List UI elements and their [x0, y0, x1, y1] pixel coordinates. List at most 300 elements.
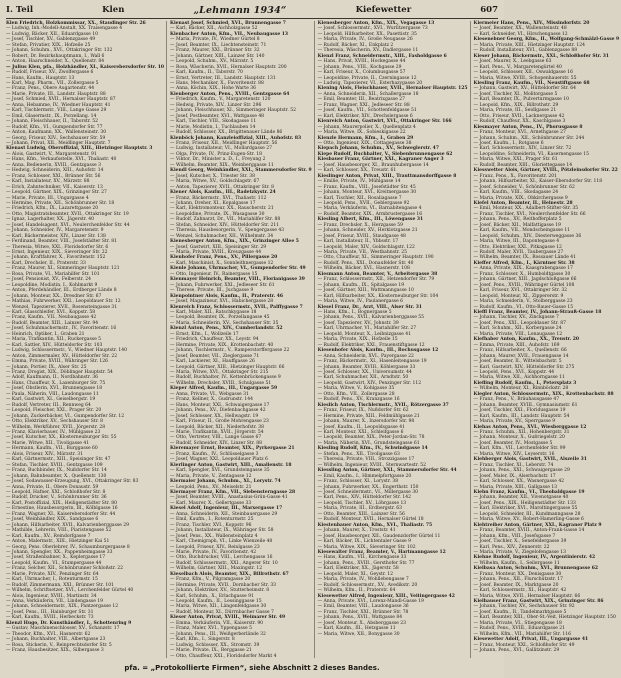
directory-entry: — Rudolf, Kaufm., VI., Otto-Bauer-Gasse 15 — [473, 304, 574, 310]
directory-entry: — Leopold, Kfm., XIX., Billrothstr. 29 — [473, 102, 559, 108]
directory-entry: — Johann, Pens., XV., Reithofferplatz 5 — [473, 217, 562, 223]
directory-entry: — Olga, Private, IV., Prinz-Eugen-Str. 18 — [170, 151, 262, 157]
directory-entry: — Josef, Postbeamter, XVI., Wattgasse 48 — [170, 113, 265, 119]
directory-entry: — Johann, Schneider, XV., Herklotzgasse 21 — [317, 228, 418, 234]
directory-entry: — Johann, Pens., XVIII., Gersthofer Str. 77 — [317, 560, 415, 566]
directory-entry: — Alois, Ingenieur, XVIII., Martinstr. 34 — [6, 593, 97, 599]
directory-entry: — Johann, Bahnbeamter, X., Quellenstr. 130 — [6, 473, 107, 479]
directory-entry: — Franz, Schlosser, XI., Lorystr. 38 — [317, 479, 399, 485]
directory-entry: Kiermeier Hans, Pens., XIV., Missindorfstr. 20 — [473, 21, 590, 26]
directory-entry: Kienzl Franz, Schneidermstr., XIII., Fasholdgasse 6 — [317, 53, 447, 59]
column-1 — [6, 21, 167, 658]
directory-entry: Kiendl Georg, Weinhändler, XXI., Stammersdorfer Str. 9 — [170, 168, 312, 174]
directory-entry: — Josef, Maler, IX., Alserbachstr. 17 — [473, 473, 556, 479]
directory-entry: — Karl, Mag. Pharm., VII., Zollergasse 5 — [6, 80, 99, 86]
directory-entry: — Leopoldine, Modistin, I., Kohlmarkt 9 — [6, 282, 98, 288]
directory-entry: — Karl, Gärtnermstr., XIII., Speisinger Str. 47 — [6, 457, 111, 463]
directory-entry: — Franz, Wagner, XXI., Jedleseer Str. 88 — [317, 102, 410, 108]
directory-entry: — Leopold, Schuhm., XIV., Diesterweggasse 36 — [473, 233, 582, 239]
directory-entry: — Maria, Witwe, IV., Paulanergasse 6 — [317, 299, 404, 305]
directory-entry: — Maria, Witwe, XV., Goldschlagstr. 67 — [170, 179, 260, 185]
directory-entry: — Ignaz, Lagerhalter, XX., Jägerstr. 40 — [6, 217, 95, 223]
directory-entry: — Maria, Schneiderin, XV., Sechshauser Str. 35 — [170, 320, 279, 326]
directory-entry: — Johann, Hilfsarbeiter, XVII., Kalvarienberggasse 29 — [6, 522, 130, 528]
directory-entry: — Johann, Elektriker, XV., Stutterheimstr. 8 — [170, 588, 270, 594]
directory-entry: — Franz, Kaufm., IV., Schlüsselgasse 3 — [170, 451, 259, 457]
directory-entry: Kiesmann Anton, Beamter, V., Arbeitergasse 38 — [317, 271, 438, 277]
directory-entry: — Karl, Kfm., I., Singerstr. 8 — [170, 637, 235, 643]
directory-entry: — Johann, Pens., XVII., Kalvarienberggasse 55 — [317, 315, 425, 321]
directory-entry: — Karl, Uhrmacher, I., Rotenturmstr. 15 — [6, 577, 98, 583]
directory-entry: — Johann, Portier, IX., Alser Str. 25 — [6, 364, 87, 370]
directory-entry: — Johann, Schuhm., XII., Schönbrunner Str. 244 — [473, 135, 585, 141]
directory-entry: — Marie, Trafikantin, XVII., Jörgerstr. 54 — [170, 429, 264, 435]
directory-entry: — Franz, Monteur, XX., Denisgasse 30 — [473, 571, 562, 577]
directory-entry: Kiesling Franz, Kaufm., VII., Neustiftgasse 68 — [473, 80, 590, 86]
directory-entry: — Franz, Selcher, XII., Schönbrunner Schloßstr. 22 — [6, 566, 123, 572]
directory-entry: — Hans, Privat, XVIII., Hockegasse 44 — [317, 59, 406, 65]
directory-entry: Kiegler Anton, Schlossermstr., XIX., Krottenbachstr. 88 — [473, 391, 614, 397]
directory-entry: — Johann, Beamter, XVIII., Gymnasiumstr. 61 — [473, 402, 578, 408]
section-label: I. Teil — [6, 5, 34, 15]
directory-entry: Kiesenhofer Alois, Kaufm., III., Rochusgasse 12 — [317, 348, 439, 354]
directory-entry: Kienreich Anton, Gastwirt, XVI., Ottakringer Str. 166 — [317, 119, 452, 125]
directory-entry: — Franz, Friseur, XII., Meidlinger Hauptstr. 56 — [170, 140, 278, 146]
directory-entry: — Rosa, Private, VI., Mariahilfer Str. 101 — [6, 271, 100, 277]
directory-entry: — Maria, Witwe, XIX., Sieveringer Str. 102 — [317, 544, 416, 550]
directory-entry: — Johann, Tischler, XV., Sechshauser Str. 92 — [473, 604, 575, 610]
directory-entry: Kienberger Anton, Pens., XVIII., Gentzgasse 64 — [170, 91, 290, 97]
directory-entry: — Johann, Pens., XXI., Schwaigergasse 29 — [473, 468, 570, 474]
directory-entry: — Karl, Schlosser, XX., Wasnergasse 42 — [473, 479, 565, 485]
directory-entry: — Karl, Uhrmacher, VI., Mariahilfer Str. 27 — [317, 326, 417, 332]
directory-entry: Kiehas Anton, Pens., XVI., Wiesberggasse 12 — [473, 424, 587, 430]
directory-entry: — Marie, Private, IX., Berggasse 21 — [170, 648, 252, 654]
directory-entry: — Franz, Pens., V., Bräuhausgasse 47 — [473, 397, 560, 403]
directory-entry: — Marie, Private, IV., Favoritenstr. 42 — [170, 549, 257, 555]
directory-entry: — Karl, Drechsler, II., Praterstr. 33 — [6, 260, 86, 266]
directory-entry: Kienle Johann, Uhrmacher, VI., Gumpendorfer Str. 49 — [170, 266, 306, 272]
directory-entry: — Rudolf, Chauffeur, XX., Kaschlgasse 3 — [473, 119, 566, 125]
directory-entry: — Franz, Buchbinder, IX., Nußdorfer Str. 14 — [6, 468, 107, 474]
directory-entry: — Leopoldine, Private, II., Czerningasse 12 — [317, 75, 417, 81]
directory-entry: — Rudolf, Schlosser, XX., Brigittenauer Lände 86 — [170, 130, 283, 136]
directory-entry: — Josef, Sodawasser-Erzeugung, XVI., Ottakringer Str. 83 — [6, 479, 139, 485]
directory-entry: — Josef, Gärtner, XIII., Wattmanngasse 10 — [317, 288, 414, 294]
directory-entry: — Maria, Private, XV., Sperrgasse 9 — [473, 419, 556, 425]
directory-entry: Kieslich Anton, Tischlermstr., XVII., Rötzergasse 37 — [317, 402, 449, 408]
directory-entry: — Emilie, Private, IV., Mühlgasse 14 — [317, 179, 401, 185]
directory-entry: — Leopold, Maler, XIV., Goldschlagstr. 122 — [317, 244, 415, 250]
directory-entry: — Rudolf, Buchhalter, IV., Kettenbrückengasse 9 — [170, 375, 281, 381]
directory-entry: — Johann, Maurer, X., Troststr. 41 — [317, 528, 396, 534]
directory-entry: — Josef, Kutscher, XX., Klosterneuburger Str. 55 — [6, 435, 117, 441]
directory-entry: — Friedrich, Kaufm., V., Margaretenstr. 120 — [170, 97, 271, 103]
directory-entry: — Hans, Kfm., I., Bognergasse 5 — [317, 310, 392, 316]
directory-entry: Kiefel Anton, Beamter, II., Heinestr. 28 — [473, 200, 573, 206]
directory-entry: — Franz, Bäckermstr., XVI., Thaliastr. 112 — [170, 195, 267, 201]
directory-entry: — Theresia, Wäscherin, XV., Dadlergasse 11 — [317, 48, 419, 54]
left-running-head: Klen — [102, 5, 125, 15]
directory-entry: Kiefling Rudolf, Kaufm., I., Petersplatz 3 — [473, 380, 577, 386]
directory-entry: — Josef, Schuhmachermstr., IV., Favoritenstr. 16 — [6, 326, 117, 332]
directory-entry: — Johann, Maurer, XVII., Frauengasse 14 — [473, 353, 569, 359]
directory-entry: — Karl, Kfm., VII., Lerchenfelder Str. 99 — [473, 446, 566, 452]
directory-columns — [6, 21, 620, 659]
directory-entry: — Maria, Näherin, XVI., Grundsteingasse 61 — [317, 440, 420, 446]
directory-entry: — Maria, Private, IV., Wiedner Gürtel 8 — [170, 37, 260, 43]
directory-entry: — Maria, Private, VI., Stiegengasse 18 — [473, 620, 562, 626]
directory-entry: — Leopold, Schneider, III., Kundmanngasse 28 — [473, 511, 581, 517]
directory-entry: — Rudolf, Kfm., VI., Gumpendorfer Str. 77 — [6, 124, 103, 130]
directory-entry: — Josef, Tischler, XI., Molitorgasse 5 — [473, 91, 558, 97]
directory-entry: — Marie, Witwe, XII., Tivoligasse 41 — [6, 440, 90, 446]
directory-entry: — Karl, Tischler, VIII., Skodagasse 11 — [170, 119, 257, 125]
directory-entry: — Leopoldine, Private, IX., Wasagasse 30 — [170, 211, 265, 217]
directory-entry: — Hans, Monteur, XXI., Schwaigergasse 17 — [170, 402, 270, 408]
directory-entry: — Josef, Schmied, XVII., Hernalser Hauptstr. 87 — [6, 97, 116, 103]
directory-entry: — Franz, Monteur, XVI., Arnethgasse 27 — [473, 130, 566, 136]
directory-entry: — Franz, Klavierbauer, IV., Mühlgasse 23 — [6, 429, 101, 435]
directory-entry: — Wilhelm, Drechsler, XVIII., Schulgasse 51 — [170, 380, 272, 386]
right-running-head: Kiefewetter — [355, 5, 412, 15]
directory-entry: — Hermine, Private, XII., Schönbrunner Str. 18 — [6, 200, 115, 206]
directory-entry: — Karl, Bäckermeister, XIV., Linzer Str. 138 — [6, 233, 106, 239]
directory-entry: — Franz, Schlossermstr., XII., Hetzendorfer Str. 79 — [317, 277, 435, 283]
directory-entry: — Josef, Pens., XX., Wallensteinplatz 4 — [170, 533, 258, 539]
directory-entry: — Hedwig, Private, XIV., Linzer Str. 296 — [170, 102, 262, 108]
directory-entry: Kiesenebner Georg, Kfm., II., Wolfgang-Schmälzl-Gasse 9 — [473, 37, 620, 43]
directory-entry: — Karl, Bäcker, IX., Lichtentaler Gasse 9 — [317, 539, 411, 545]
directory-entry: — Franz, Friseur, IX., Nußdorfer Str. 62 — [317, 408, 409, 414]
directory-entry: — Ernestine, Hausbesorgerin, III., Kölblgasse 16 — [6, 506, 118, 512]
directory-entry: — Ernst, Kfm., I., Wollzeile 17 — [170, 331, 239, 337]
directory-entry: — Marie, Modistin, I., Tuchlauben 14 — [170, 124, 256, 130]
directory-entry: — Stefan, Schneider, XIV., Hütteldorfer Str. 211 — [170, 222, 280, 228]
directory-entry: — Josef, Friseur, XVIII., Staudgasse 48 — [317, 233, 406, 239]
directory-entry: — Josef, Beamter, XX., Wallensteinstr. 48 — [473, 26, 567, 32]
directory-entry: — Anna, Schneiderin, XII., Steinbauergasse 29 — [170, 511, 278, 517]
directory-entry: — Karl, Installateur, XV., Märzstr. 88 — [6, 179, 90, 185]
directory-entry: — Rudolf, Schneider, XIV., Linzer Str. 88 — [170, 440, 263, 446]
directory-entry: — Franz, Kellner, X., Gudrunstr. 144 — [170, 397, 253, 403]
directory-entry: — Maria, Witwe, XXI., Prager Str. 61 — [473, 157, 558, 163]
directory-entry: — Maria, Private, XIX., Hofzeile 15 — [317, 337, 398, 343]
directory-entry: — Johann, Maurerpolier, X., Quellenplatz 4 — [317, 124, 416, 130]
directory-entry: — Hans, Kfm., Verkaufsstelle, XVI., Thaliastr. 40 — [6, 157, 117, 163]
directory-entry: — Anna, Verkäuferin, VII., Lindengasse 19 — [6, 599, 104, 605]
directory-entry: Kielbasa Anton, Schuhm., XVI., Brunnengasse 62 — [473, 566, 599, 572]
directory-entry: — Karl, Sattler, XIV., Hütteldorfer Str. 103 — [6, 342, 103, 348]
directory-entry: — Maria, Witwe, XVI., Ottakringer Str. 215 — [170, 370, 269, 375]
directory-entry: — Otto, Ingenieur, XIX., Cottagegasse 38 — [317, 140, 412, 146]
directory-entry: — Franz, Schlosser, XXI., Brünner Str. 56 — [6, 173, 101, 179]
publication-title: „Lehmann 1934“ — [193, 4, 287, 16]
directory-entry: — Otto, Kfm., VII., Zollergasse 28 — [317, 391, 395, 397]
directory-entry: — Marie, Private, XIV., Penzinger Str. 64 — [6, 571, 99, 577]
directory-entry: — Theresia, Private, VIII., Strozzigasse 17 — [317, 457, 415, 463]
directory-entry: — Leopold, Schuhm., XV., Märzstr. 5 — [170, 59, 254, 65]
directory-entry: — Leopold, Schlosser, XII., Oswaldgasse 16 — [473, 70, 573, 76]
directory-entry: — Josef, Weinhändler, XIX., Sandgasse 6 — [6, 517, 99, 523]
directory-entry: — Otto, Chauffeur, XI., Simmeringer Hauptstr. 190 — [317, 255, 434, 261]
directory-entry: — Maria, Private, IV., Wohllebengasse 7 — [317, 577, 409, 583]
directory-entry: — Anton, Pferdehändler, III., Erdberger Lände 8 — [6, 288, 117, 294]
directory-entry: — Rosa, Wäscherin, XVII., Hernalser Hauptstr. 200 — [170, 64, 287, 70]
directory-entry: — Maria, Private, IV., Große Neugasse 26 — [317, 37, 413, 43]
directory-entry: — Rudolf, Drucker, V., Schönbrunner Str. 36 — [6, 495, 107, 501]
directory-entry: Kienhofer Franz, Pens., XV., Pillergasse 20 — [170, 255, 278, 261]
directory-entry: — Karl, Friseur, XVI., Ottakringer Str. 32 — [473, 288, 568, 294]
directory-entry: — Karl, Tischler, XII., Rosaliagasse 7 — [317, 195, 402, 201]
directory-entry: Kielhauser Franz, Gastwirt, XIX., Grinzinger Str. 86 — [473, 599, 604, 605]
directory-entry: — Johann, Pens., III., Weißgerberlände 32 — [170, 631, 266, 637]
directory-entry: — Franz, Schlosser, X., Humboldtgasse 30 — [473, 271, 571, 277]
directory-entry: — Leopold, Pens., XV., Meiselstr. 21 — [170, 484, 252, 490]
directory-entry: — Josef, Monteur, X., Absberggasse 23 — [317, 620, 407, 626]
directory-entry: — Franz, Hausbesitzer, XIX., Silbergasse 3 — [6, 648, 104, 654]
directory-entry: Kiehne Rudolf, Ingenieur, IV., Argentinierstr. 42 — [473, 555, 596, 561]
directory-entry: — Karl, Pens., XIV., Zennerstr. 22 — [473, 544, 550, 550]
directory-entry: Kiesewetter Alfred, Ingenieur, XIII., Veitingergasse 42 — [317, 593, 455, 599]
directory-entry: — Karl, Kaufm., III., Hetzgasse 11 — [317, 626, 396, 632]
directory-entry: — Karl, Elektromonteur, XX., Rauscherstr. 21 — [170, 206, 274, 212]
directory-entry: — Franz, Pens., X., Favoritenstr. 201 — [473, 173, 557, 179]
directory-entry: Kienast Ludwig, Oberoffizial, XIII., Hietzinger Hauptstr. 3 — [6, 146, 153, 152]
directory-entry: — Franz, Monteur, XXI., Schloßhofer Str. 49 — [473, 642, 575, 648]
directory-entry: — Karl, Beamter, XIII., Ober-St.-Veit, Hietzinger Hauptstr. 150 — [473, 615, 616, 621]
column-3 — [318, 21, 471, 658]
directory-entry: — Karl, Bäcker, XII., Aichholzgasse 52 — [170, 26, 258, 32]
directory-entry: — Franz, Drechsler, X., Herzgasse 59 — [317, 222, 404, 228]
directory-entry: — Karl, Maurer, X., Gellertgasse 33 — [170, 500, 252, 506]
directory-entry: — Anna, Köchin, XIX., Hohe Warte 36 — [170, 86, 256, 92]
directory-entry: — Leopold, Beamter, IX., Porzellangasse 45 — [170, 315, 270, 321]
directory-entry: — Stefan, Privatier, XIX., Hofzeile 25 — [6, 42, 91, 48]
directory-entry: — Otto, Elektriker, XV., Sechshauser Str. 8 — [6, 419, 103, 425]
directory-entry: — Otto, Ingenieur, IV., Rainergasse 15 — [170, 271, 258, 277]
directory-entry: — Julius Klen, pfa., Holzhändler, XI., Kaiserebersdorfer Str. 10 — [6, 64, 165, 70]
directory-entry: Kieselbach Alois, Beamter, XIX., Billrothstr. 67 — [170, 571, 289, 577]
directory-entry: — Maria, Witwe, XIV., Leyserstr. 16 — [473, 451, 555, 457]
directory-entry: — Josef, Hausbesorger, XI., Braunhubergasse 14 — [317, 162, 429, 168]
directory-entry: Kiesewetter Adolf, Privat, III., Ungargasse 41 — [473, 637, 589, 643]
directory-entry: — Josef, Pens., XVIII., Währinger Gürtel 108 — [473, 282, 575, 288]
directory-entry: — Josef, Obstlerin, XVI., Brunnengasse 18 — [6, 386, 103, 392]
directory-entry: — Maria, Witwe, IX., Sobieskigasse 22 — [317, 130, 406, 136]
directory-entry: — Karl, Maschinist, X., Sonnleithnergasse 12 — [170, 260, 274, 266]
directory-entry: — Maria, Private, XVIII., Kreuzgasse 44 — [170, 250, 262, 256]
directory-entry: — Karl, Kaufm., III., Landstr. Hauptstr. 54 — [473, 413, 570, 419]
directory-entry: Kiehn Franz, Kaufm., VI., Theobaldgasse 19 — [473, 489, 585, 495]
directory-entry: — Wilhelm, Kfm., VII., Mariahilfer Str. 116 — [473, 631, 571, 637]
directory-entry: — Johann, Monteur, X., Gußriegelstr. 20 — [473, 435, 565, 441]
directory-entry: — Ludwig, Tapezierer, VI., Esterhazygasse 20 — [317, 80, 423, 86]
directory-entry: — Karl, Schneider, VI., Hirschengasse 12 — [473, 31, 568, 37]
directory-entry: — Franz, Tischler, XI., Leberstr. 74 — [473, 462, 554, 468]
directory-entry: Kiesel Franz, Dr., Arzt, VIII., Alser Str. 31 — [317, 304, 423, 310]
directory-entry: — Josef, Pens., XIX., Heiligenstädter Str. 133 — [473, 500, 576, 506]
directory-entry: — Wilhelm, Ingenieur, XVIII., Sternwartestr. 52 — [317, 462, 426, 468]
directory-entry: — Josef, Maurer, X., Leebgasse 63 — [473, 59, 552, 65]
directory-entry: — Rudolf, Elektriker, XXI., Frauenstiftgasse 12 — [317, 342, 425, 348]
directory-entry: — Maria, Witwe, XVII., Hernalser Hauptstr. 66 — [473, 593, 581, 599]
directory-entry: — Ernst, Ingenieur, XIX., Sieveringer Str. 22 — [6, 250, 108, 256]
directory-entry: — Rudolf, Zahnarzt, Dr., VII., Mariahilfer Str. 88 — [170, 217, 281, 223]
directory-entry: — Rudolf, Beamter, XIII., Lainzer Str. 94 — [6, 320, 99, 326]
directory-entry: — Leopold, Gärtner, XIX., Grinzinger Str. 27 — [6, 190, 107, 196]
directory-entry: Kienzle Hermann, Kfm., I., Graben 29 — [317, 135, 414, 141]
directory-entry: — Paula, Näherin, VIII., Laudongasse 11 — [6, 391, 99, 397]
directory-entry: Klen Friedrich, Holzkommissar, XX., Staudinger Str. 26 — [6, 21, 146, 26]
directory-entry: — Marie, Private, III., Landstr. Hauptstr. 88 — [6, 91, 106, 97]
directory-entry: — Johann, Pens., XVI., Gallitzinstr. 29 — [473, 648, 560, 654]
directory-entry: — Anna, Bedienerin, XVIII., Gentzgasse 3 — [6, 162, 101, 168]
directory-entry: Kiermayer Franz, Kfm., VII., Siebensterngasse 28 — [170, 489, 296, 495]
directory-entry: — Stefan, Tischler, XVIII., Gentzgasse 109 — [6, 462, 103, 468]
directory-entry: — Karl, Schuhm., X., Erlachgasse 91 — [170, 593, 254, 599]
directory-entry: Kiesewalter Franz, Beamter, V., Hartmanngasse 12 — [317, 549, 446, 555]
directory-entry: — Ferdinand, Beamter, VIII., Josefstädter Str. 81 — [6, 239, 117, 245]
directory-entry: — Johann, Schuhm., XVI., Ottakringer Str. 132 — [6, 48, 113, 54]
directory-entry: — Friedrich, Chauffeur, XX., Leystr. 94 — [170, 337, 259, 343]
directory-entry: — Franz, Maurer, XXI., Brünner Str. 32 — [170, 48, 260, 54]
directory-entry: Kiehtreiber Anton, Gärtner, XXI., Kagraner Platz 9 — [473, 522, 602, 528]
directory-entry: — Josef, Beamter, VII., Zieglergasse 71 — [170, 353, 260, 359]
directory-entry: — Josef, Tischler, X., Senefeldergasse 39 — [473, 539, 567, 545]
directory-entry: — Karl, Schlossermstr., XIV., Linzer Str. 72 — [473, 146, 572, 152]
directory-entry: — Hans, Kaufm., Hauptstr. 13 — [6, 75, 75, 81]
directory-entry: — Josef, Pensionist, XV., Felberstr. 24 — [6, 277, 91, 283]
directory-entry: — Leopold, Pens., XVII., Geblergasse 92 — [317, 200, 410, 206]
directory-entry: — Josef, Schlosser, XX., Hellwagstr. 19 — [170, 413, 259, 419]
directory-entry: — Karl, Glasschleifer, XVI., Koppstr. 58 — [6, 310, 96, 316]
directory-entry: — Mathias, Fuhrwerker, XXI., Leopoldauer Str. 12 — [6, 299, 121, 305]
directory-entry: — Maria, Witwe, III., Dapontegasse 4 — [473, 239, 560, 245]
directory-entry: Kiesswetter Alois, Gärtner, XVIII., Pötzleinsdorfer Str. 22 — [473, 168, 618, 174]
directory-entry: — Theodor, Kfm., XVI., Hasnerstr. 62 — [6, 631, 91, 637]
directory-entry: — Maria, Witwe, XII., Bonygasse 30 — [317, 631, 400, 637]
directory-entry: — Johann, Pens., XV., Diefenbachgasse 42 — [170, 408, 266, 414]
directory-entry: — Johann, Kaufm., IX., Spitalgasse 19 — [317, 282, 405, 288]
directory-entry: — Leopold, Gärtner, XIII., Hietzinger Hauptstr. 66 — [170, 364, 285, 370]
directory-entry: — Karl, Friseur, II., Große Mohrengasse 23 — [170, 419, 269, 425]
directory-entry: Kiepe Rudolf, Buchhalter, V., Siebenbrunnengasse 62 — [317, 151, 453, 157]
directory-entry: Kieffl Franz, Beamter, IV., Johann-Strauß-Gasse 18 — [473, 310, 602, 316]
directory-entry: — Leopold, Hilfsarbeiter, XX., Pasettistr. 35 — [317, 31, 417, 37]
footer-note: pfa. = „Protokollierte Firmen“, siehe Abschnitt 2 dieses Bandes. — [124, 664, 380, 672]
directory-entry: — Josef, Beamter, IV., Mostgasse 5 — [473, 440, 553, 446]
directory-entry: — Johann, Pens., XVII., Wattgasse 84 — [317, 615, 403, 621]
directory-entry: — Franz, Kaufm., VIII., Josefstädter Str. 45 — [317, 184, 416, 190]
directory-entry: — Franz, Tischler, XXI., Brünner Str. 78 — [317, 609, 409, 615]
directory-entry: — Josef, Magazineur, XVI., Habichergasse 28 — [170, 299, 274, 305]
directory-entry: — Georg, Friseur, XIV., Sechshauser Str. 59 — [6, 135, 106, 141]
directory-entry: — Rudolf, Vertreter, III., Rennweg 64 — [6, 402, 91, 408]
directory-entry: — Leopold, Beamter, XIX., Peter-Jordan-Str. 78 — [317, 435, 425, 441]
directory-entry: Kienmayer Heinrich, Beamter, VIII., Florianigasse 39 — [170, 277, 305, 283]
directory-entry: Kiesel Adolf, Ingenieur, III., Marxergasse 17 — [170, 506, 283, 512]
directory-entry: — Emma, Private, XVIII., Währinger Str. 126 — [6, 359, 108, 365]
directory-entry: — Leopold, Friseur, XIV., Reinlgasse 23 — [170, 544, 260, 550]
directory-entry: Kienesberger Anton, Kfm., XIX., Grinzinger Allee 5 — [170, 239, 299, 245]
directory-entry: — Johann, Fuhrwerker, XXI., Jedleseer Str. 61 — [170, 282, 275, 288]
directory-entry: Kiestenbauer Anton, Kfm., XVI., Thaliastr. 75 — [317, 522, 433, 528]
directory-entry: — Rudolf, Installateur, XVI., Gablenzgasse 88 — [473, 48, 578, 54]
directory-entry: — Ludwig, Inh.-Modell-Anstalt, XX. Traisengasse 4 — [6, 26, 123, 32]
directory-entry: Kiesling Rudolf, Kfm., IV., Schwindgasse 14 — [317, 446, 428, 452]
directory-entry: — Ludwig, Schlosser, XX., Stromstr. 39 — [170, 642, 260, 648]
directory-entry: — Rudolf, Monteur, XVII., Hernalser Gürtel 18 — [317, 517, 424, 523]
directory-entry: — Anna, Private, XIX., Kaasgrabengasse 17 — [473, 266, 573, 272]
directory-entry: — Johann, Schneider, IV., Margaretenstr. 9 — [6, 228, 104, 234]
directory-entry: — Maria, Trafikantin, XII., Ruckergasse 5 — [6, 337, 102, 343]
directory-entry: — Rudolf, Bäcker, XI., Enkplatz 2 — [317, 42, 394, 48]
directory-entry: — Maria, Witwe, V., Kohlgasse 35 — [317, 386, 395, 392]
directory-entry: — Maria, Witwe, XII., Längenfeldgasse 30 — [170, 604, 267, 610]
directory-entry: — Johann, Gärtner, XIII., Lainzer Str. 140 — [170, 53, 265, 59]
directory-entry: — Hans, Kaufm., VII., Kirchengasse 33 — [317, 555, 407, 561]
directory-entry: — Wilhelm, Monteur, XI., Rinnböckstr. 28 — [473, 386, 569, 392]
directory-entry: — Maria, Private, XIX., Obkirchergasse 9 — [473, 195, 568, 201]
directory-entry: Kiehberger Alois, Gastwirt, XVII., Alszeile 31 — [473, 457, 587, 463]
directory-entry: — Karl, Beamter, IX., Pulverturmgasse 10 — [473, 97, 569, 103]
directory-entry: — Viktor, Dr., Minister a. D., I., Freyung 2 — [170, 157, 266, 163]
page-header — [6, 3, 498, 17]
directory-entry: — Josef, Kaufm., I., Rotgasse 6 — [473, 140, 544, 146]
directory-entry: Kiefhaber Anton, Kaufm., XX., Treustr. 20 — [473, 337, 580, 343]
directory-entry: — Josef, Kaufm., VII., Schottenfeldgasse 51 — [317, 108, 417, 114]
directory-entry: — Johann, Beamter, XII., Vivenotgasse 40 — [473, 495, 569, 501]
directory-entry: Kienzl Hugo, Dr. Kunsthändler, I., Schottenring 9 — [6, 620, 132, 626]
directory-entry: — Karl, Postoffizial, XIX., Heiligenstädter Str. 80 — [6, 500, 117, 506]
directory-entry: — Karl, Friseur, X., Columbusgasse 57 — [317, 70, 406, 76]
directory-entry: — Emil, Kaufm., I., Rotenturmstr. 25 — [170, 517, 254, 523]
directory-entry: — Franz, Maurer, XI., Simmeringer Hauptstr. 121 — [6, 266, 120, 272]
directory-entry: — Johann, Kraftfahrer, X., Favoritenstr. 152 — [6, 255, 106, 261]
directory-entry: — Wilhelm, Kaufm., I., Seilergasse 11 — [473, 560, 560, 566]
directory-entry: — Leopold, Fleischer, XXI., Prager Str. 20 — [6, 408, 102, 414]
directory-entry: — Leopold, Pens., XVI., Koppstr. 44 — [473, 370, 555, 375]
directory-entry: — Johann, Gastwirt, XV., Hütteldorfer Str. 64 — [473, 86, 577, 92]
directory-entry: — Theresia, Hausbesorgerin, V., Spengergasse 43 — [170, 228, 285, 234]
directory-entry: — Franz, Pens., Obere Augartenstr. 44 — [6, 86, 95, 92]
directory-entry: — Anton, Zimmermaler, XV., Hütteldorfer Str. 22 — [6, 353, 118, 359]
directory-entry: — Josef, Pens., XXI., Leopoldauer Str. 87 — [473, 320, 567, 326]
directory-entry: — Franz, Tischler, XVI., Neulerchenfelder Str. 66 — [473, 211, 586, 217]
directory-entry: — Johann, Tischlermstr., V., Ramperstorffergasse 22 — [170, 348, 290, 354]
directory-entry: — Karl, Maler, XII., Ratschkygasse 18 — [170, 310, 257, 316]
directory-entry: Kiermaier Johann, Schuhm., XI., Lorystr. 74 — [170, 479, 281, 485]
directory-entry: — Franz, Hilfsarbeiter, X., Quellenstr. 66 — [473, 348, 567, 354]
directory-entry: — Josef, Beamter, II., Wittelsbachstr. 5 — [473, 359, 562, 365]
directory-entry: — Ernst, Vertreter, III., Landstr. Hauptstr. 131 — [170, 75, 276, 81]
directory-entry: Kieser Anton, Privat, XVIII., Weimarer Str. 49 — [170, 615, 286, 621]
directory-entry: — Josef, Straßenbahner, X., Keplergasse 17 — [6, 555, 106, 561]
directory-entry: — Johann, Fuhrwerker, XX., Engerthstr. 150 — [317, 484, 419, 490]
directory-entry: Kiesmayer Anton, Pens., IV., Phorusgasse 8 — [473, 124, 583, 130]
directory-entry: — Franz, Wagner, XI., Kaiserebersdorfer Str. 44 — [6, 511, 116, 517]
directory-entry: — Rudolf, Pens., XXI., Donaufelder Str. 40 — [317, 260, 414, 266]
directory-entry: — Franz, Beamter, XVIII., Anton-Frank-Gasse 14 — [473, 528, 585, 534]
directory-entry: — Emil, Beamter, VIII., Laudongasse 36 — [317, 604, 409, 610]
directory-entry: Kieffer Alfred, Kfm., I., Kärntner Str. 38 — [473, 260, 575, 266]
directory-entry: — Karl, Gastwirt, XI., Geiselbergstr. 19 — [6, 397, 96, 403]
directory-entry: Kienreich Franz, Schlossermstr., XVII., Palffygasse 7 — [170, 304, 303, 310]
directory-entry: — Erich, Zahntechniker, VII., Kaiserstr. 13 — [6, 184, 103, 190]
directory-entry: — Franz, Drogist, XIX., Döblinger Hauptstr. 54 — [6, 370, 113, 375]
directory-entry: — Wilhelm, Beamter, IX., Rossauer Lände 41 — [473, 255, 577, 261]
